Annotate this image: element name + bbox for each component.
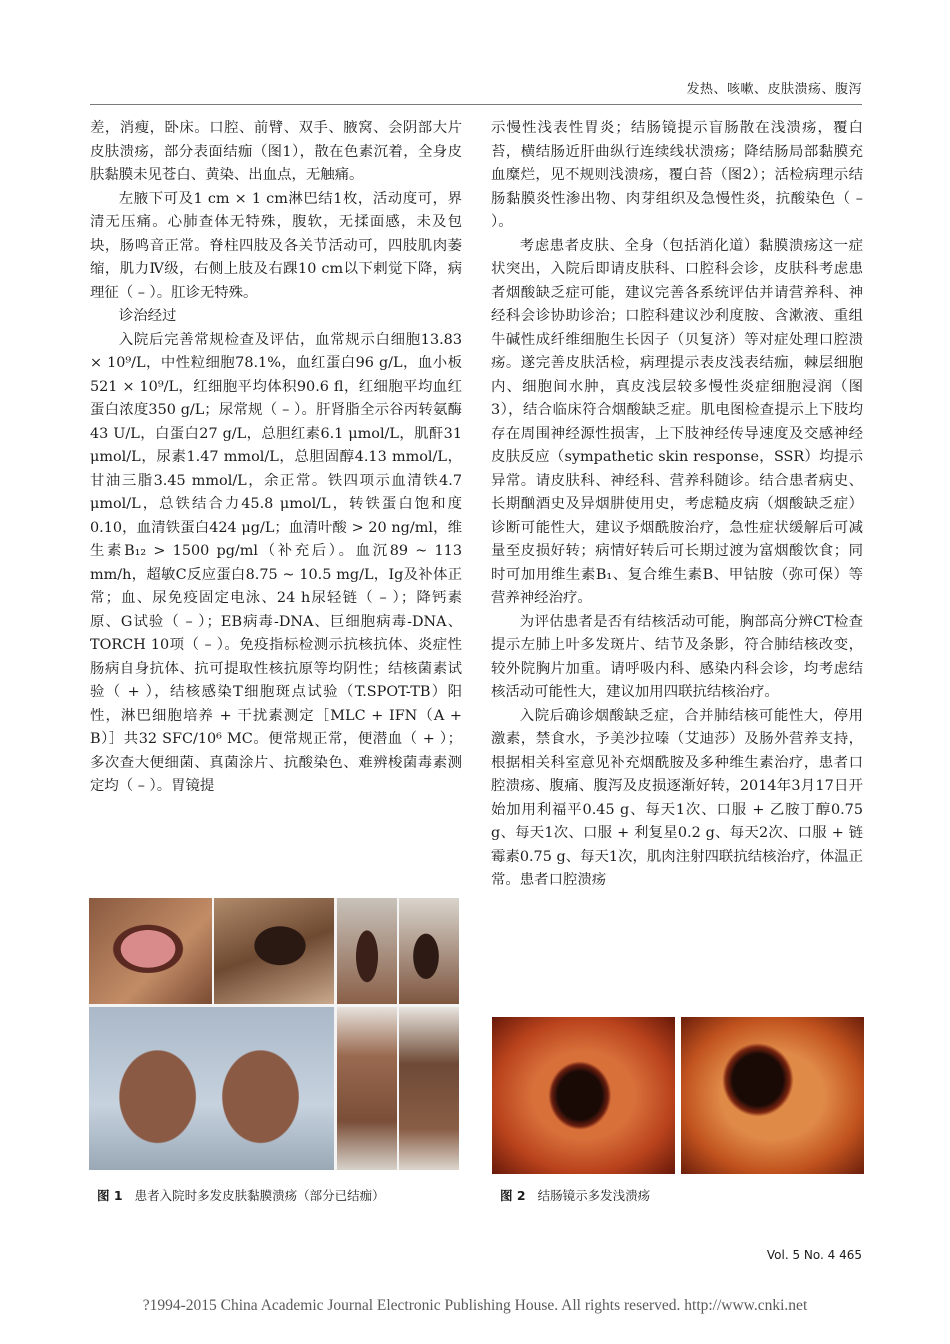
right-column [491,117,863,893]
section-heading: 诊治经过 [118,308,177,324]
figure-1-number: 图 1 [97,1188,123,1203]
colonoscopy-photo-1 [492,1017,675,1174]
mouth-ulcer-photo [89,898,212,1004]
paragraph: 入院后确诊烟酸缺乏症，合并肺结核可能性大，停用激素，禁食水，予美沙拉嗪（艾迪莎）及肠外营养支持，根据相关科室意见补充烟酰胺及多种维生素治疗，患者口腔溃疡、腹痛、腹泻及皮损逐渐好转，2014年3月17日开始加用利福平0.45 g、每天1次、口服 + 乙胺丁醇0.75 g、每天1次、口服 + 利复星0.2 g、每天2次、口服 + 链霉素0.75 g、每天1次，肌肉注射四联抗结核治疗，体温正常。患者口腔溃疡 [491,707,863,888]
paragraph: 为评估患者是否有结核活动可能，胸部高分辨CT检查提示左肺上叶多发斑片、结节及条影，符合肺结核改变，较外院胸片加重。请呼吸内科、感染内科会诊，均考虑结核活动可能性大，建议加用四联抗结核治疗。 [491,613,863,700]
elbow-ulcer-photo-1 [337,898,397,1004]
figure-1-caption-text: 患者入院时多发皮肤黏膜溃疡（部分已结痂） [134,1188,385,1203]
left-column [90,117,462,799]
figure-2-caption-text: 结肠镜示多发浅溃疡 [537,1188,651,1203]
paragraph: 差，消瘦，卧床。口腔、前臂、双手、腋窝、会阴部大片皮肤溃疡，部分表面结痂（图1），散在色素沉着，全身皮肤黏膜未见苍白、黄染、出血点，无触痛。 [90,120,462,183]
copyright-footer: ?1994-2015 China Academic Journal Electronic Publishing House. All rights reserved. http://www.cnki.net [142,1297,808,1314]
figure-2-number: 图 2 [500,1188,526,1203]
paragraph: 入院后完善常规检查及评估，血常规示白细胞13.83 × 10⁹/L，中性粒细胞78.1%，血红蛋白96 g/L，血小板521 × 10⁹/L，红细胞平均体积90.6 fl，红细胞平均血红蛋白浓度350 g/L；尿常规（ – ）。肝肾脂全示谷丙转氨酶43 U/L，白蛋白27 g/L，总胆红素6.1 μmol/L，肌酐31 μmol/L，尿素1.47 mmol/L，总胆固醇4.13 mmol/L，甘油三脂3.45 mmol/L，余正常。铁四项示血清铁4.7 μmol/L，总铁结合力45.8 μmol/L，转铁蛋白饱和度0.10，血清铁蛋白424 μg/L；血清叶酸 > 20 ng/ml，维生素B₁₂ > 1500 pg/ml（补充后）。血沉89 ~ 113 mm/h，超敏C反应蛋白8.75 ~ 10.5 mg/L，Ig及补体正常；血、尿免疫固定电泳、24 h尿轻链（ – ）；降钙素原、G试验（ – ）；EB病毒-DNA、巨细胞病毒-DNA、TORCH 10项（ – ）。免疫指标检测示抗核抗体、炎症性肠病自身抗体、抗可提取性核抗原等均阴性；结核菌素试验（ + ），结核感染T细胞斑点试验（T.SPOT-TB）阳性，淋巴细胞培养 + 干扰素测定［MLC + IFN（A + B）］共32 SFC/10⁶ MC。便常规正常，便潜血（ + ）；多次查大便细菌、真菌涂片、抗酸染色、难辨梭菌毒素测定均（ – ）。胃镜提 [90,331,462,794]
running-head: 发热、咳嗽、皮肤溃疡、腹泻 [90,78,862,105]
figure-1-photo-collage [89,898,459,1170]
paragraph: 左腋下可及1 cm × 1 cm淋巴结1枚，活动度可，界清无压痛。心肺查体无特殊，腹软，无揉面感，未及包块，肠鸣音正常。脊柱四肢及各关节活动可，四肢肌肉萎缩，肌力Ⅳ级，右侧上肢及右踝10 cm以下剌觉下降，病理征（ – ）。肛诊无特殊。 [90,190,462,301]
paragraph: 示慢性浅表性胃炎；结肠镜提示盲肠散在浅溃疡，覆白苔，横结肠近肝曲纵行连续线状溃疡；降结肠局部黏膜充血糜烂，见不规则浅溃疡，覆白苔（图2）；活检病理示结肠黏膜炎性渗出物、肉芽组织及急慢性炎，抗酸染色（ – ）。 [491,120,863,230]
axilla-ulcer-photo [214,898,334,1004]
figure-1-caption [97,1186,385,1204]
elbow-ulcer-photo-2 [399,898,459,1004]
hands-ulcer-photo [89,1007,334,1170]
figure-2-caption [500,1186,650,1204]
forearm-ulcer-photo-2 [399,1007,459,1170]
paragraph: 考虑患者皮肤、全身（包括消化道）黏膜溃疡这一症状突出，入院后即请皮肤科、口腔科会诊，皮肤科考虑患者烟酸缺乏症可能，建议完善各系统评估并请营养科、神经科会诊协助诊治；口腔科建议沙利度胺、含漱液、重组牛碱性成纤维细胞生长因子（贝复济）等对症处理口腔溃疡。遂完善皮肤活检，病理提示表皮浅表结痂，棘层细胞内、细胞间水肿，真皮浅层较多慢性炎症细胞浸润（图3），结合临床符合烟酸缺乏症。肌电图检查提示上下肢均存在周围神经源性损害，上下肢神经传导速度及交感神经皮肤反应（sympathetic skin response，SSR）均提示异常。请皮肤科、神经科、营养科随诊。结合患者病史、长期酗酒史及异烟肼使用史，考虑糙皮病（烟酸缺乏症）诊断可能性大，建议予烟酰胺治疗，急性症状缓解后可减量至皮损好转；病情好转后可长期过渡为富烟酸饮食；同时可加用维生素B₁、复合维生素B、甲钴胺（弥可保）等营养神经治疗。 [491,237,863,606]
page-folio: Vol. 5 No. 4 465 [766,1248,862,1262]
forearm-ulcer-photo-1 [337,1007,397,1170]
figure-2-colonoscopy [492,1017,864,1174]
colonoscopy-photo-2 [681,1017,864,1174]
